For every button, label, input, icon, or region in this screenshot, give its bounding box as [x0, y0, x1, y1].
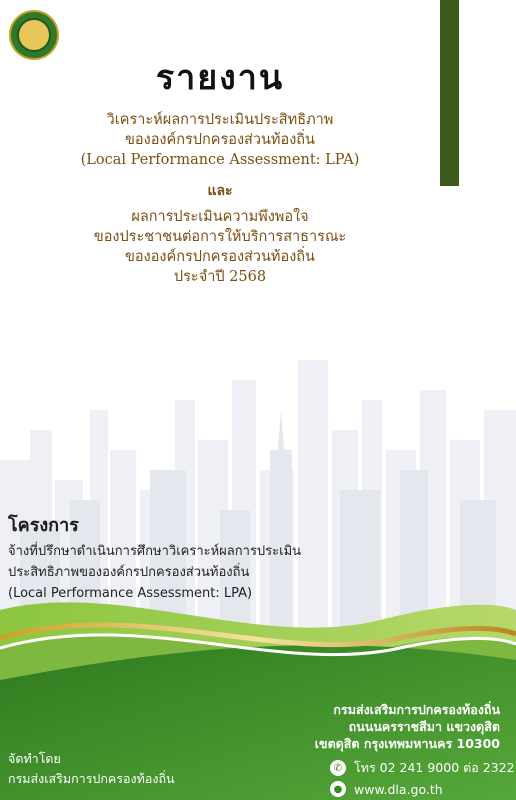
report-subtitle	[0, 110, 440, 170]
globe-icon: ●	[330, 781, 346, 797]
subtitle2-line: ประจำปี 2568	[173, 269, 267, 285]
address-block	[315, 701, 500, 752]
subtitle-line: ขององค์กรปกครองส่วนท้องถิ่น	[125, 132, 315, 148]
project-line: จ้างที่ปรึกษาดำเนินการศึกษาวิเคราะห์ผลการประเมิน	[8, 544, 302, 559]
subtitle-line: (Local Performance Assessment: LPA)	[80, 152, 360, 168]
prepared-by-org: กรมส่งเสริมการปกครองท้องถิ่น	[8, 771, 175, 786]
address-line: ถนนนครราชสีมา แขวงดุสิต	[348, 719, 500, 734]
phone-text: โทร 02 241 9000 ต่อ 2322	[354, 760, 515, 775]
and-connector: และ	[207, 183, 233, 199]
phone-icon: ✆	[330, 760, 346, 776]
report-subtitle-2	[0, 207, 440, 287]
subtitle2-line: ของประชาชนต่อการให้บริการสาธารณะ	[93, 229, 347, 245]
project-heading: โครงการ	[8, 515, 79, 536]
phone-contact	[330, 758, 515, 778]
prepared-by	[8, 749, 175, 789]
website-text[interactable]: www.dla.go.th	[354, 781, 443, 797]
prepared-by-label: จัดทำโดย	[8, 751, 61, 766]
project-line: ประสิทธิภาพขององค์กรปกครองส่วนท้องถิ่น	[8, 565, 250, 580]
report-title: รายงาน	[155, 58, 285, 98]
subtitle2-line: ผลการประเมินความพึงพอใจ	[131, 209, 309, 225]
project-line: (Local Performance Assessment: LPA)	[8, 586, 253, 601]
website-contact[interactable]	[330, 781, 443, 797]
subtitle2-line: ขององค์กรปกครองส่วนท้องถิ่น	[125, 249, 315, 265]
address-line: กรมส่งเสริมการปกครองท้องถิ่น	[333, 702, 500, 717]
subtitle-line: วิเคราะห์ผลการประเมินประสิทธิภาพ	[106, 112, 334, 128]
accent-bar	[440, 0, 459, 186]
address-line: เขตดุสิต กรุงเทพมหานคร 10300	[314, 736, 500, 751]
